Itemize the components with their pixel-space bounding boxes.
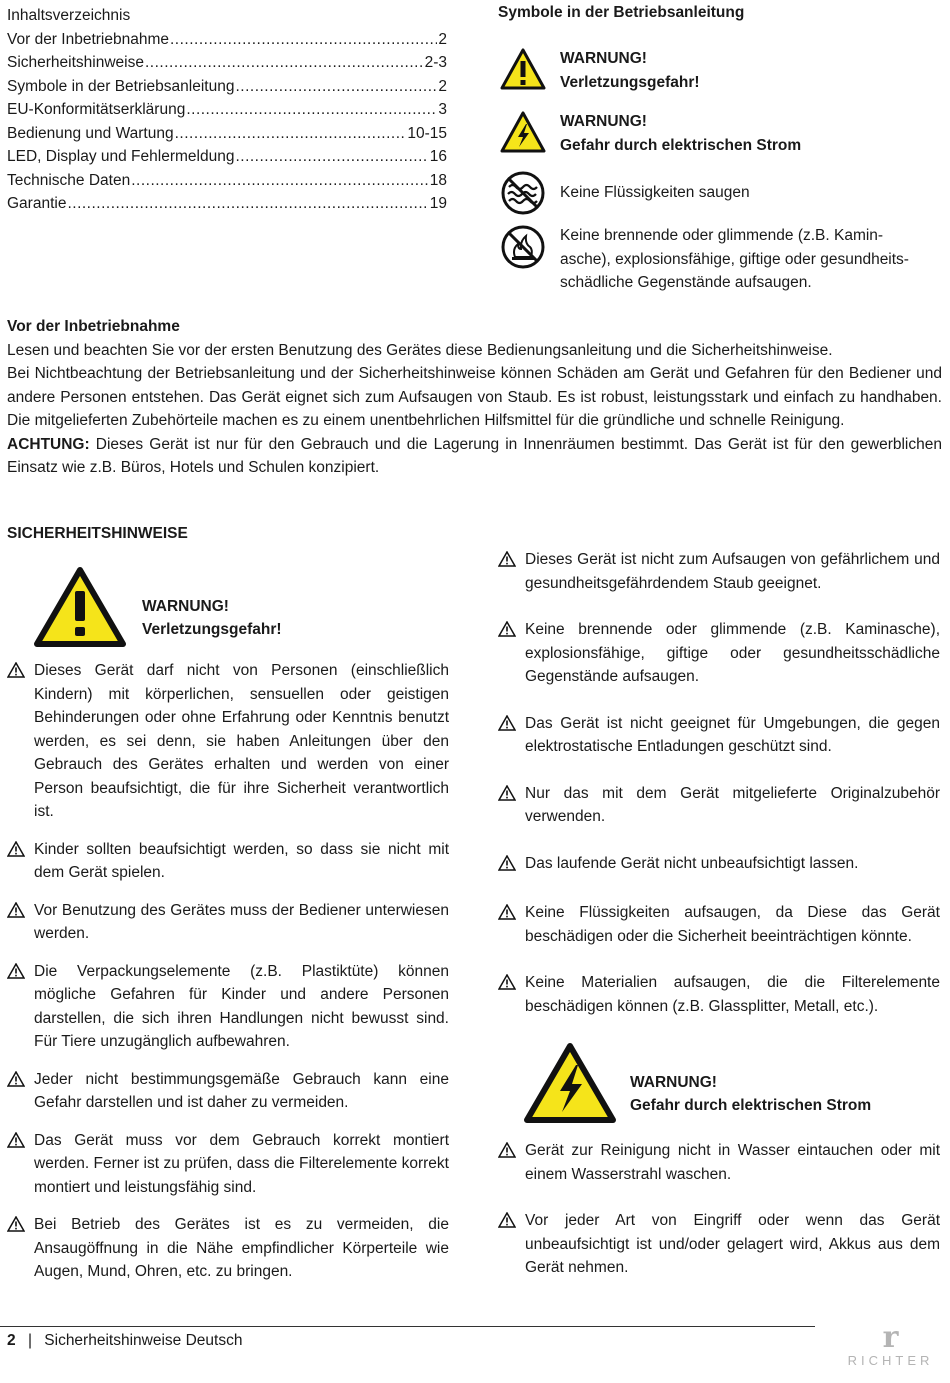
warning-triangle-icon	[498, 971, 518, 1018]
safety-item: Keine Materialien aufsaugen, die die Filterelemente beschädigen können (z.B. Glassplitter, Metall, etc.).	[498, 971, 940, 1018]
no-burning-icon	[500, 224, 546, 270]
intro-paragraph: Bei Nichtbeachtung der Betriebsanleitung und der Sicherheitshinweise können Schäden am Gerät und Gefahren für den Bediener und andere Personen entstehen. Das Gerät eignet sich zum Aufsaugen von Staub. Es ist robust, leistungsstark und einfach zu handhaben. Die mitgelieferten Zubehörteile machen es zu einem unentbehrlichen Hilfsmittel für die gründliche und schnelle Reinigung.	[7, 365, 942, 429]
footer-divider	[0, 1326, 815, 1327]
warning-triangle-icon	[498, 852, 518, 879]
safety-item: Vor Benutzung des Gerätes muss der Bediener unterwiesen werden.	[7, 899, 449, 946]
toc-entry: Symbole in der Betriebsanleitung ..... 2	[7, 75, 447, 99]
warning-triangle-icon	[7, 899, 27, 946]
warning-triangle-icon	[498, 618, 518, 689]
warning-triangle-icon	[7, 1068, 27, 1115]
warning-triangle-icon	[498, 782, 518, 829]
toc-entry: Technische Daten ..... 18	[7, 169, 447, 193]
safety-item: Das Gerät ist nicht geeignet für Umgebungen, die gegen elektrostatische Entladungen geschützt sind.	[498, 712, 940, 759]
safety-left-column	[7, 565, 449, 1284]
warning-exclamation-icon	[500, 47, 546, 93]
warning-triangle-icon	[7, 838, 27, 885]
footer-separator: |	[27, 1332, 32, 1349]
warning-triangle-icon	[498, 1139, 518, 1186]
safety-item: Das Gerät muss vor dem Gebrauch korrekt montiert werden. Ferner ist zu prüfen, dass die Filterelemente korrekt montiert und leistungsfähig sind.	[7, 1129, 449, 1200]
safety-item: Bei Betrieb des Gerätes ist es zu vermeiden, die Ansaugöffnung in die Nähe empfindlicher Körperteile wie Augen, Mund, Ohren, etc. zu bringen.	[7, 1213, 449, 1284]
toc-entry: LED, Display und Fehlermeldung ..... 16	[7, 145, 447, 169]
safety-item: Gerät zur Reinigung nicht in Wasser eintauchen oder mit einem Wasserstrahl waschen.	[498, 1139, 940, 1186]
symbol-row: Keine Flüssigkeiten saugen	[500, 170, 940, 216]
warning-triangle-icon	[7, 960, 27, 1054]
symbol-row: WARNUNG! Gefahr durch elektrischen Strom	[500, 110, 940, 157]
warning-triangle-icon	[7, 659, 27, 824]
toc-entry: Garantie ..... 19	[7, 192, 447, 216]
intro-section	[7, 315, 942, 480]
warning-triangle-icon	[498, 548, 518, 595]
intro-title: Vor der Inbetriebnahme	[7, 318, 180, 335]
safety-item: Jeder nicht bestimmungsgemäße Gebrauch kann eine Gefahr darstellen und ist daher zu vermeiden.	[7, 1068, 449, 1115]
safety-item: Die Verpackungselemente (z.B. Plastiktüte) können mögliche Gefahren für Kinder und andere Personen darstellen, die sich ihren Handlungen nicht bewusst sind. Für Tiere unzugänglich aufbewahren.	[7, 960, 449, 1054]
intro-attention: ACHTUNG: Dieses Gerät ist nur für den Gebrauch und die Lagerung in Innenräumen bestimmt. Das Gerät ist für den gewerblichen Einsatz wie z.B. Büros, Hotels und Schulen konzipiert.	[7, 435, 942, 476]
warning-triangle-icon	[498, 712, 518, 759]
toc-entry: Sicherheitshinweise ..... 2-3	[7, 51, 447, 75]
symbol-row: WARNUNG! Verletzungsgefahr!	[500, 47, 940, 94]
richter-logo: r RICHTER	[847, 1320, 934, 1368]
no-liquids-icon	[500, 170, 546, 216]
warning-exclamation-icon	[32, 565, 128, 649]
warning-triangle-icon	[7, 1129, 27, 1200]
electric-hazard-icon	[522, 1041, 618, 1125]
safety-item: Das laufende Gerät nicht unbeaufsichtigt lassen.	[498, 852, 940, 879]
page-footer	[7, 1330, 242, 1352]
intro-paragraph: Lesen und beachten Sie vor der ersten Benutzung des Gerätes diese Bedienungsanleitung und die Sicherheitshinweise.	[7, 341, 833, 359]
electric-hazard-icon	[500, 110, 546, 156]
warning-triangle-icon	[498, 901, 518, 948]
safety-item: Nur das mit dem Gerät mitgelieferte Originalzubehör verwenden.	[498, 782, 940, 829]
safety-item: Kinder sollten beaufsichtigt werden, so dass sie nicht mit dem Gerät spielen.	[7, 838, 449, 885]
safety-item: Vor jeder Art von Eingriff oder wenn das Gerät unbeaufsichtigt ist und/oder gelagert wird, Akkus aus dem Gerät nehmen.	[498, 1209, 940, 1280]
symbols-heading: Symbole in der Betriebsanleitung	[498, 4, 745, 21]
symbol-row: Keine brennende oder glimmende (z.B. Kamin- asche), explosionsfähige, giftige oder gesundheits- schädliche Gegenstände aufsaugen.	[500, 224, 940, 295]
toc-entry: EU-Konformitätserklärung ..... 3	[7, 98, 447, 122]
toc-title: Inhaltsverzeichnis	[7, 7, 131, 24]
safety-item: Keine brennende oder glimmende (z.B. Kaminasche), explosionsfähige, giftige oder gesundheitsschädliche Gegenstände aufsaugen.	[498, 618, 940, 689]
safety-right-column	[498, 548, 940, 1280]
toc-entry: Bedienung und Wartung ..... 10-15	[7, 122, 447, 146]
table-of-contents	[7, 4, 447, 216]
warning-triangle-icon	[498, 1209, 518, 1280]
safety-heading: SICHERHEITSHINWEISE	[7, 525, 188, 542]
safety-item: Keine Flüssigkeiten aufsaugen, da Diese das Gerät beschädigen oder die Sicherheit beeinträchtigen könnte.	[498, 901, 940, 948]
warning-triangle-icon	[7, 1213, 27, 1284]
warning-block: WARNUNG! Gefahr durch elektrischen Strom	[522, 1041, 940, 1125]
toc-entry: Vor der Inbetriebnahme ..... 2	[7, 28, 447, 52]
page-number: 2	[7, 1332, 16, 1349]
safety-item: Dieses Gerät darf nicht von Personen (einschließlich Kindern) mit körperlichen, sensuellen oder geistigen Behinderungen oder ohne Erfahrung oder Kenntnis benutzt werden, es sei denn, sie haben Anleitungen über den Gebrauch des Gerätes erhalten und werden von einer Person beaufsichtigt, die für ihre Sicherheit verantwortlich ist.	[7, 659, 449, 824]
warning-block: WARNUNG! Verletzungsgefahr!	[32, 565, 449, 649]
footer-text: Sicherheitshinweise Deutsch	[44, 1332, 243, 1349]
safety-item: Dieses Gerät ist nicht zum Aufsaugen von gefährlichem und gesundheitsgefährdendem Staub geeignet.	[498, 548, 940, 595]
